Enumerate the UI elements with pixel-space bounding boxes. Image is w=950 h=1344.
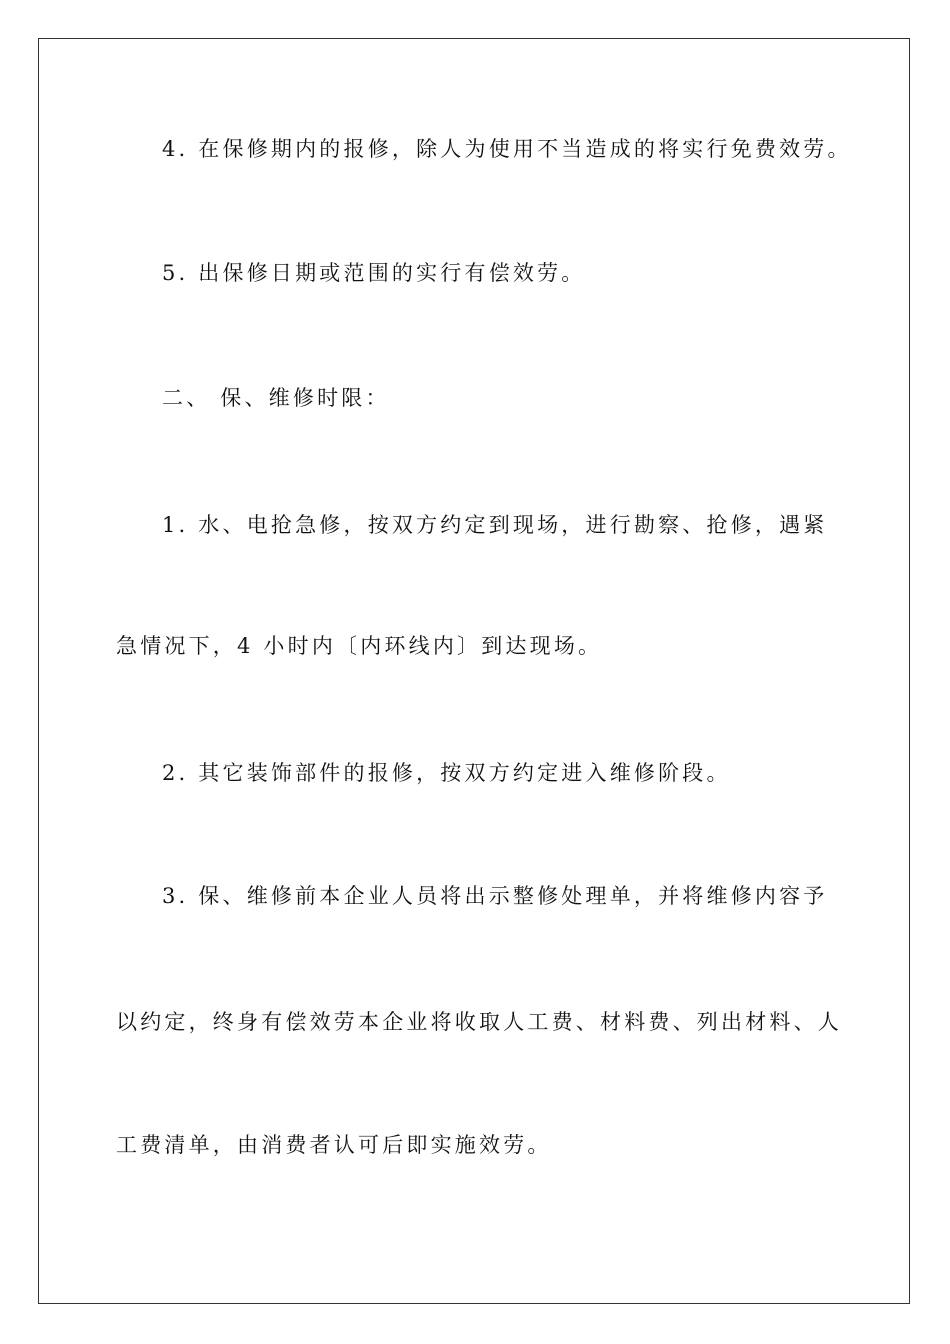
paragraph-item-3-line-1: 3. 保、维修前本企业人员将出示整修处理单，并将维修内容予 [162, 884, 828, 908]
paragraph-item-4: 4. 在保修期内的报修，除人为使用不当造成的将实行免费效劳。 [162, 137, 852, 161]
section-heading-2: 二、 保、维修时限： [162, 386, 390, 410]
paragraph-item-5: 5. 出保修日期或范围的实行有偿效劳。 [162, 261, 586, 285]
paragraph-item-1-line-1: 1. 水、电抢急修，按双方约定到现场，进行勘察、抢修，遇紧 [162, 513, 828, 537]
paragraph-item-2: 2. 其它装饰部件的报修，按双方约定进入维修阶段。 [162, 761, 731, 785]
page-frame [38, 38, 910, 1304]
paragraph-item-1-line-2: 急情况下，4 小时内〔内环线内〕到达现场。 [116, 634, 603, 658]
paragraph-item-3-line-2: 以约定，终身有偿效劳本企业将收取人工费、材料费、列出材料、人 [116, 1010, 842, 1034]
paragraph-item-3-line-3: 工费清单，由消费者认可后即实施效劳。 [116, 1133, 552, 1157]
